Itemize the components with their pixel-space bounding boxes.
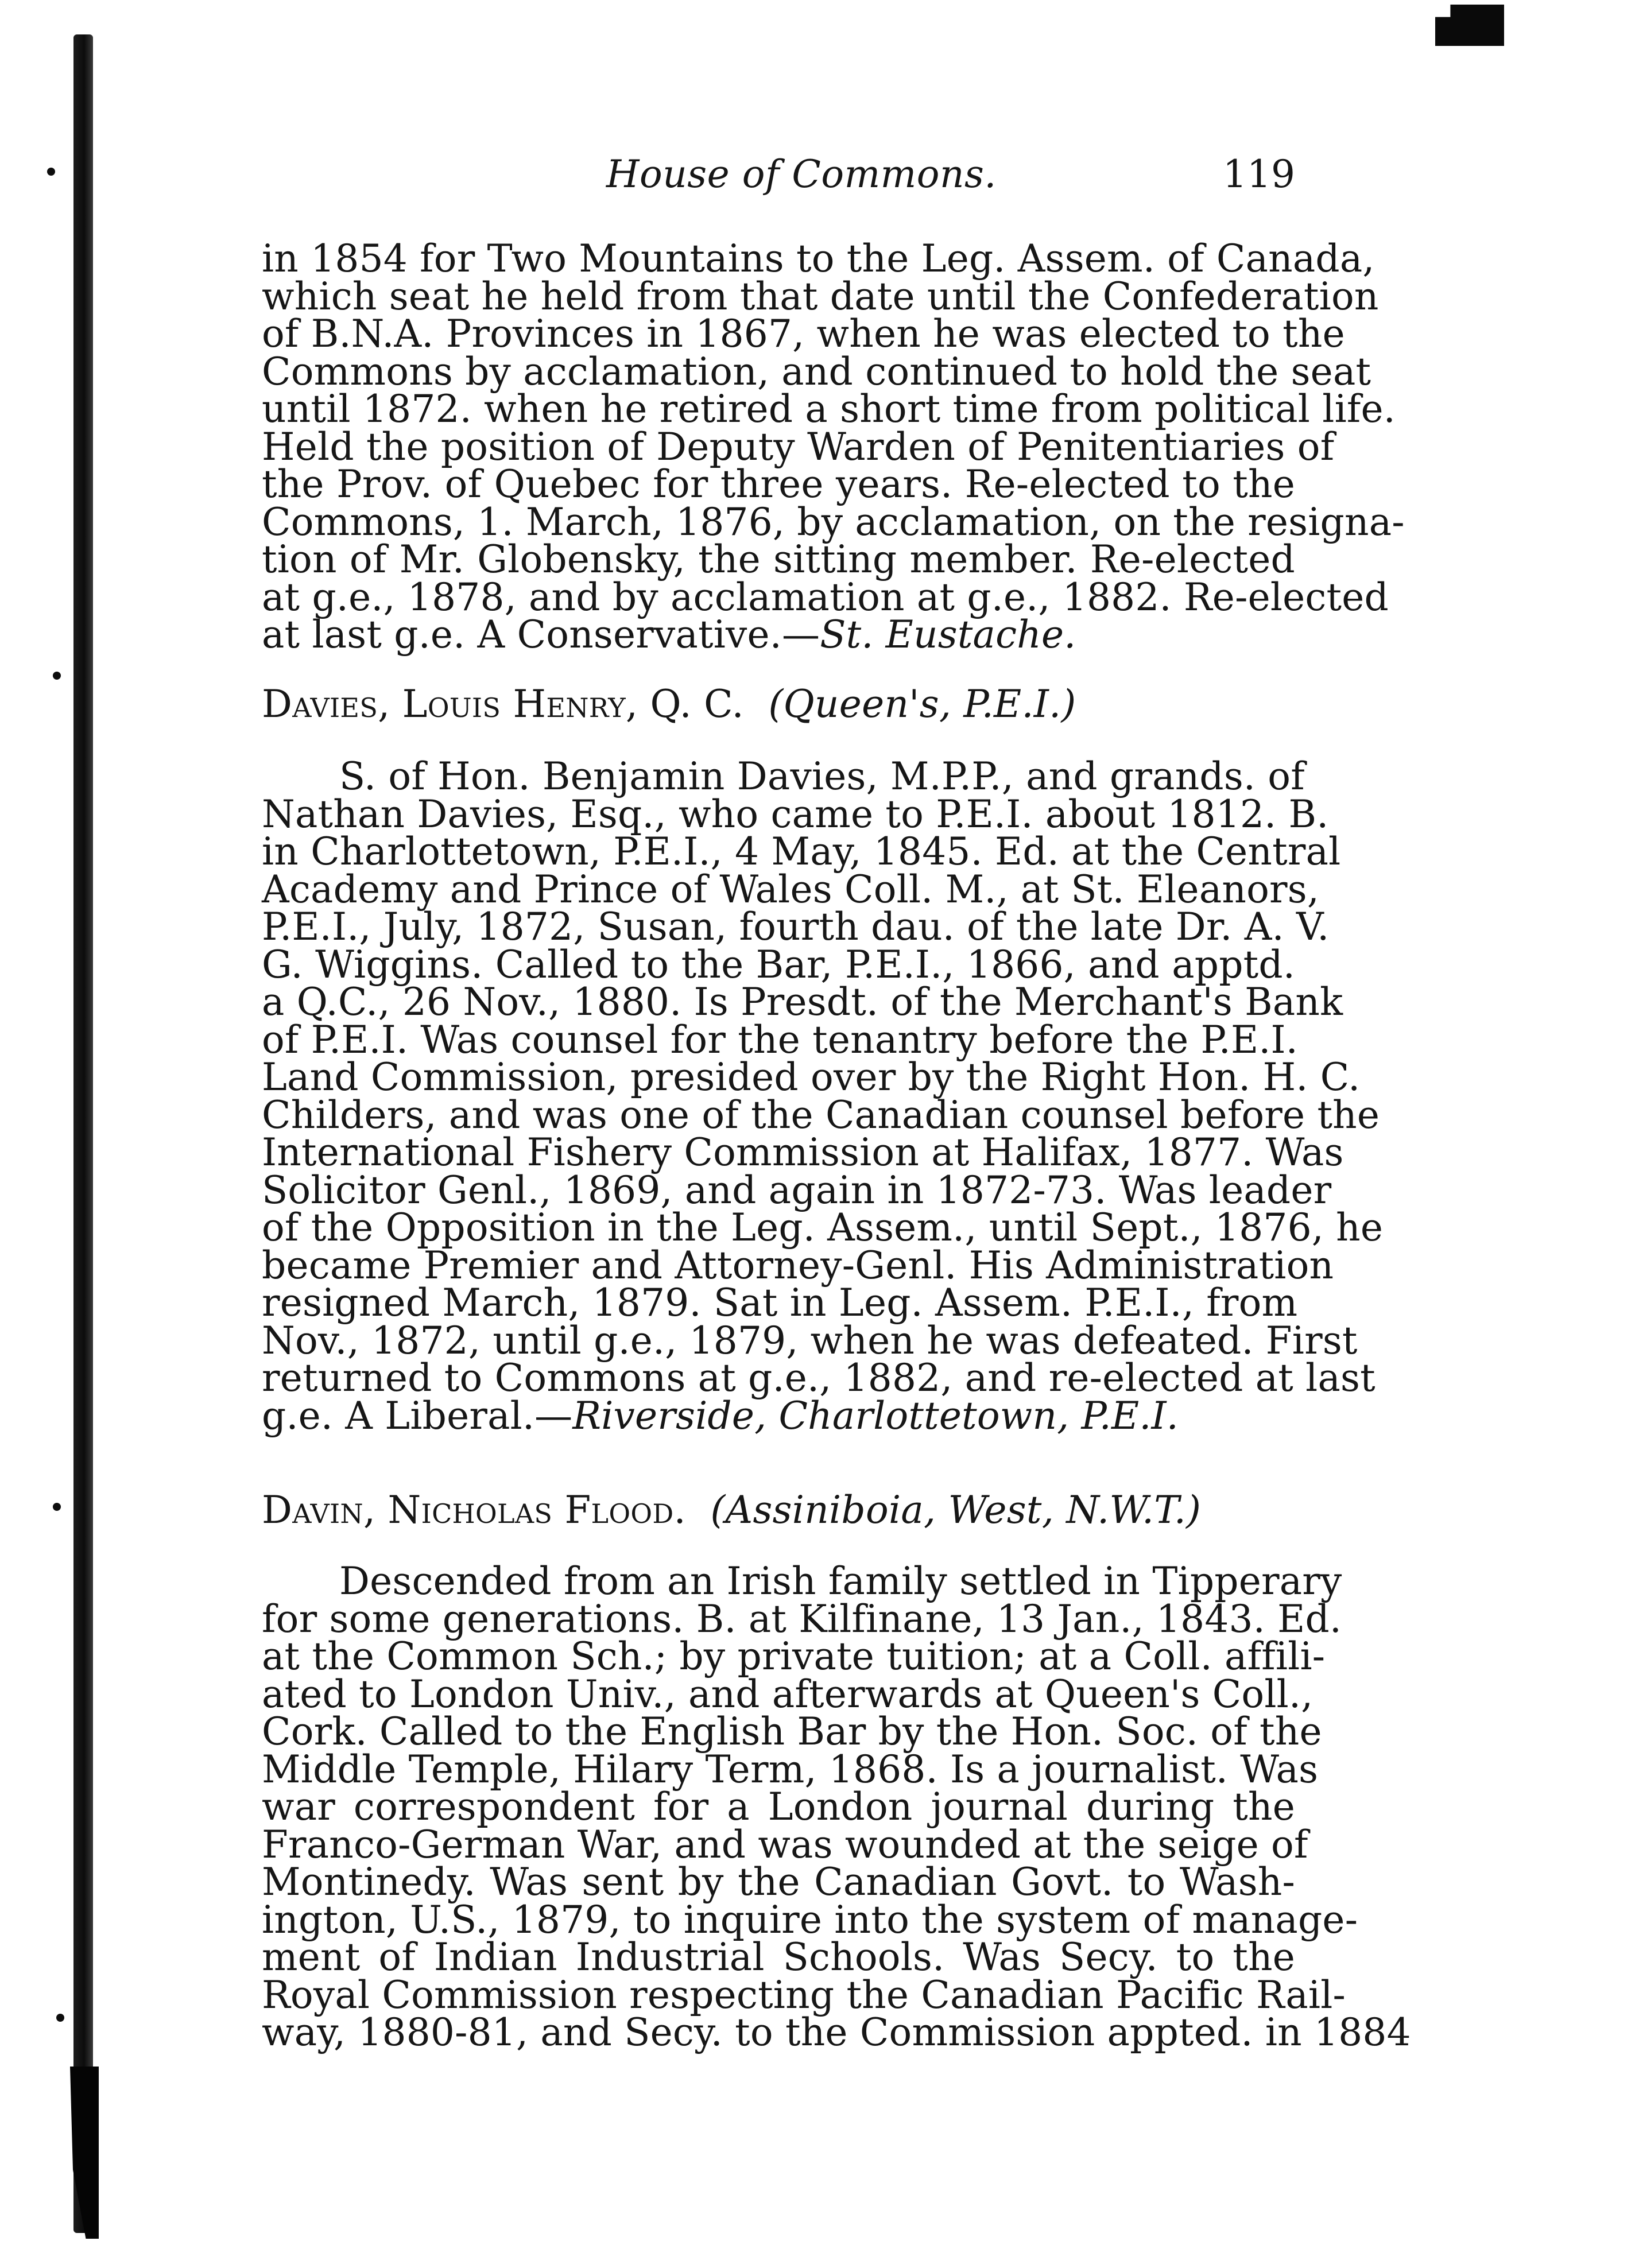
text-line: in 1854 for Two Mountains to the Leg. Assem. of Canada, [262,237,1375,281]
entry-heading-davies [262,682,1076,726]
text-line: the Prov. of Quebec for three years. Re-elected to the [262,462,1295,506]
text-line: way, 1880-81, and Secy. to the Commission appted. in 1884 [262,2010,1411,2054]
text-line: for some generations. B. at Kilfinane, 13 Jan., 1843. Ed. [262,1596,1342,1641]
text-line: P.E.I., July, 1872, Susan, fourth dau. of the late Dr. A. V. [262,905,1330,949]
text-line: Middle Temple, Hilary Term, 1868. Is a journalist. Was [262,1747,1319,1792]
text-line-last [262,1393,1295,1438]
text-line: Academy and Prince of Wales Coll. M., at St. Eleanors, [262,867,1320,912]
text-line: returned to Commons at g.e., 1882, and re-elected at last [262,1356,1375,1400]
text-line: G. Wiggins. Called to the Bar, P.E.I., 1866, and apptd. [262,942,1295,987]
text-line: ment of Indian Industrial Schools. Was Secy. to the [262,1935,1295,1979]
place-name: Riverside, Charlottetown, P.E.I. [572,1393,1179,1438]
text-line: tion of Mr. Globensky, the sitting member. Re-elected [262,537,1295,581]
text-line: Commons, 1. March, 1876, by acclamation, on the resigna- [262,499,1405,544]
scan-corner-mark [1435,5,1504,46]
text-line: in Charlottetown, P.E.I., 4 May, 1845. Ed. at the Central [262,829,1341,874]
text-line: a Q.C., 26 Nov., 1880. Is Presdt. of the Merchant's Bank [262,980,1343,1024]
text-line: Royal Commission respecting the Canadian Pacific Rail- [262,1972,1346,2017]
text-line: of B.N.A. Provinces in 1867, when he was elected to the [262,312,1345,356]
text-line-last [262,612,1295,657]
entry-heading-davin [262,1488,1201,1532]
binding-edge [73,34,93,2233]
constituency: (Assiniboia, West, N.W.T.) [710,1488,1202,1532]
place-name: St. Eustache. [820,612,1076,657]
text-line: which seat he held from that date until the Confederation [262,274,1379,319]
text-line: Land Commission, presided over by the Right Hon. H. C. [262,1055,1361,1099]
member-name: Davin, Nicholas Flood. [262,1488,686,1532]
text-line: Montinedy. Was sent by the Canadian Govt. to Wash- [262,1860,1295,1904]
member-name: Davies, Louis Henry, Q. C. [262,682,744,726]
text-line: S. of Hon. Benjamin Davies, M.P.P., and grands. of [339,754,1305,798]
scan-speck [53,672,61,680]
text-line: became Premier and Attorney-Genl. His Administration [262,1243,1334,1288]
scan-speck [56,2014,64,2022]
text-line: Held the position of Deputy Warden of Penitentiaries of [262,424,1335,469]
text-line: Nov., 1872, until g.e., 1879, when he was defeated. First [262,1318,1358,1363]
text-line: International Fishery Commission at Halifax, 1877. Was [262,1130,1344,1174]
entry-body-davin [262,1559,1411,2054]
text-line: at g.e., 1878, and by acclamation at g.e., 1882. Re-elected [262,575,1389,619]
entry-body-davies [262,754,1384,1438]
text-line: ington, U.S., 1879, to inquire into the system of manage- [262,1897,1358,1942]
text-line-part: g.e. A Liberal.— [262,1393,573,1438]
text-line: Childers, and was one of the Canadian counsel before the [262,1092,1380,1137]
running-title: House of Commons. [606,152,997,196]
scan-speck [53,1503,61,1511]
text-line: until 1872. when he retired a short time from political life. [262,387,1396,431]
scan-speck [47,168,55,176]
text-line: Solicitor Genl., 1869, and again in 1872-73. Was leader [262,1168,1332,1212]
text-line: resigned March, 1879. Sat in Leg. Assem. P.E.I., from [262,1281,1298,1325]
text-line: of the Opposition in the Leg. Assem., until Sept., 1876, he [262,1205,1384,1250]
text-line: Nathan Davies, Esq., who came to P.E.I. about 1812. B. [262,792,1329,836]
running-head [262,152,1295,198]
constituency: (Queen's, P.E.I.) [768,682,1076,726]
page-number: 119 [1223,152,1295,196]
text-line: ated to London Univ., and afterwards at Queen's Coll., [262,1672,1313,1716]
text-line: at the Common Sch.; by private tuition; at a Coll. affili- [262,1634,1326,1678]
text-line: Descended from an Irish family settled in Tipperary [339,1559,1342,1603]
text-line: Cork. Called to the English Bar by the Hon. Soc. of the [262,1709,1322,1754]
text-line: Franco-German War, and was wounded at the seige of [262,1822,1308,1867]
text-line: of P.E.I. Was counsel for the tenantry before the P.E.I. [262,1017,1298,1062]
text-line-part: at last g.e. A Conservative.— [262,612,820,657]
text-line: Commons by acclamation, and continued to hold the seat [262,349,1371,394]
text-line: war correspondent for a London journal during the [262,1785,1295,1829]
paragraph-continuation [262,237,1405,657]
